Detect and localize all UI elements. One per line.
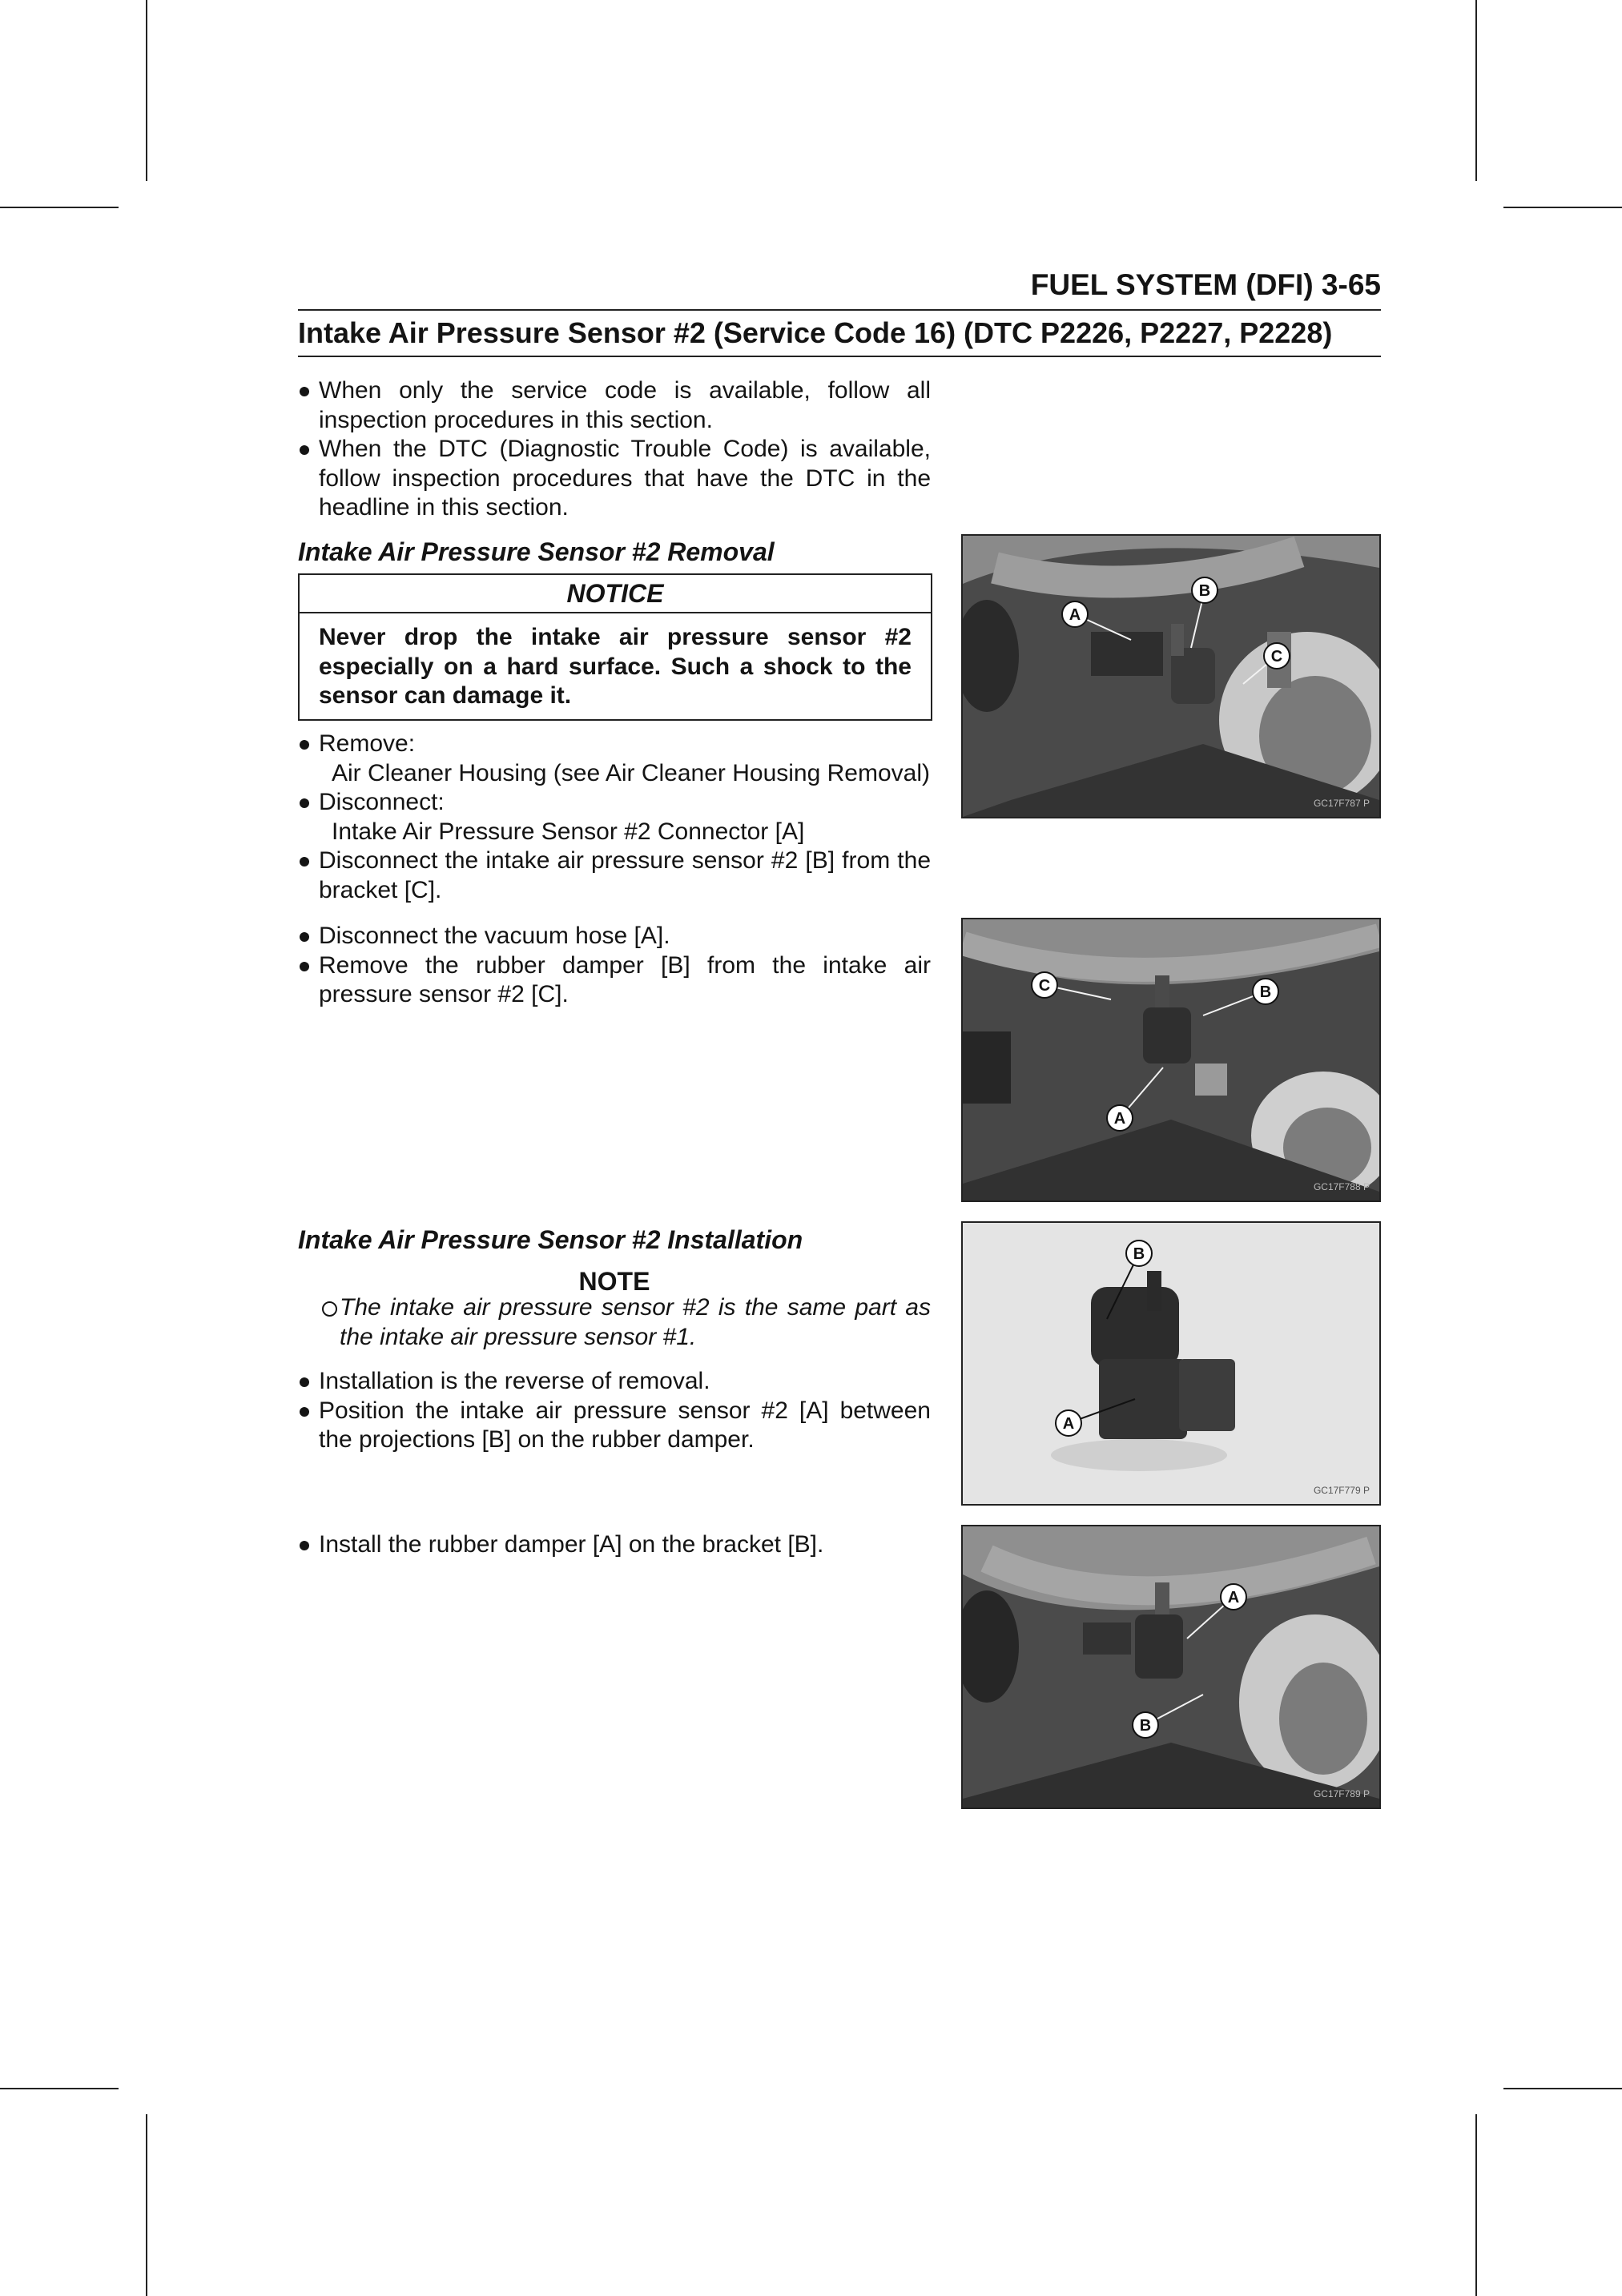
intro-list — [298, 376, 931, 523]
installation-heading: Intake Air Pressure Sensor #2 Installation — [298, 1225, 803, 1254]
removal-steps-2 — [298, 922, 931, 1010]
svg-text:B: B — [1133, 1245, 1145, 1263]
bullet-icon — [300, 1377, 309, 1387]
step-text: Disconnect the intake air pressure sensor #2 [B] from the bracket [C]. — [319, 847, 931, 903]
photo-code: GC17F779 P — [1313, 1485, 1370, 1496]
photo-code: GC17F788 P — [1313, 1181, 1370, 1192]
list-item — [298, 1397, 931, 1455]
bullet-text: When only the service code is available, follow all inspection procedures in this section. — [319, 377, 931, 433]
svg-text:A: A — [1062, 1415, 1075, 1433]
photo-damper-bracket — [961, 1525, 1381, 1809]
svg-text:C: C — [1038, 977, 1051, 995]
section-rule — [298, 356, 1381, 357]
step-text: Position the intake air pressure sensor #2 [A] between the projections [B] on the rubber damper. — [319, 1397, 931, 1453]
section-title: Intake Air Pressure Sensor #2 (Service Code 16) (DTC P2226, P2227, P2228) — [298, 316, 1333, 349]
step-text: Remove the rubber damper [B] from the intake air pressure sensor #2 [C]. — [319, 951, 931, 1007]
step-label: Disconnect: — [319, 789, 445, 815]
step-text: Installation is the reverse of removal. — [319, 1368, 710, 1394]
bullet-icon — [300, 798, 309, 808]
crop-mark — [0, 2088, 119, 2089]
svg-text:A: A — [1113, 1110, 1126, 1128]
photo-code: GC17F787 P — [1313, 798, 1370, 809]
bullet-icon — [300, 932, 309, 942]
list-item — [298, 1367, 931, 1397]
photo-sensor-removal — [961, 534, 1381, 818]
running-header: FUEL SYSTEM (DFI) 3-65 — [1030, 268, 1381, 301]
crop-mark — [146, 2114, 147, 2296]
bullet-icon — [300, 387, 309, 396]
list-item — [298, 951, 931, 1010]
note-title: NOTE — [578, 1267, 650, 1296]
step-text: Install the rubber damper [A] on the bracket [B]. — [319, 1531, 824, 1558]
bullet-icon — [300, 857, 309, 867]
header-rule — [298, 309, 1381, 311]
bullet-text: When the DTC (Diagnostic Trouble Code) is available, follow inspection procedures that have the DTC in the headline in this section. — [319, 436, 931, 521]
notice-text: Never drop the intake air pressure sensor #2 especially on a hard surface. Such a shock to the sensor can damage it. — [319, 624, 912, 709]
photo-vacuum-hose — [961, 918, 1381, 1202]
crop-mark — [1503, 207, 1622, 208]
bullet-icon — [300, 740, 309, 750]
removal-steps — [298, 730, 931, 905]
list-item — [298, 846, 931, 905]
note-body: The intake air pressure sensor #2 is the same part as the intake air pressure sensor #1. — [340, 1294, 931, 1350]
list-item — [298, 788, 931, 818]
removal-heading: Intake Air Pressure Sensor #2 Removal — [298, 537, 775, 566]
svg-text:B: B — [1198, 582, 1211, 600]
bullet-icon — [300, 1541, 309, 1550]
installation-steps — [298, 1367, 931, 1455]
step-detail: Intake Air Pressure Sensor #2 Connector [A] — [332, 818, 805, 845]
list-item — [298, 730, 931, 759]
svg-text:A: A — [1069, 606, 1081, 624]
note-text — [319, 1293, 931, 1352]
bullet-icon — [300, 1407, 309, 1417]
crop-mark — [1475, 0, 1477, 181]
list-item — [298, 435, 931, 523]
svg-text:B: B — [1259, 983, 1272, 1001]
bullet-icon — [300, 962, 309, 971]
installation-steps-2 — [298, 1530, 931, 1560]
crop-mark — [1475, 2114, 1477, 2296]
photo-code: GC17F789 P — [1313, 1788, 1370, 1799]
svg-text:A: A — [1227, 1589, 1240, 1606]
note-circle-icon — [322, 1301, 337, 1317]
step-detail: Air Cleaner Housing (see Air Cleaner Housing Removal) — [332, 759, 930, 786]
notice-box — [298, 573, 932, 721]
crop-mark — [0, 207, 119, 208]
step-text: Disconnect the vacuum hose [A]. — [319, 923, 670, 949]
step-label: Remove: — [319, 730, 416, 757]
svg-text:C: C — [1270, 648, 1283, 665]
list-item — [298, 1530, 931, 1560]
photo-sensor-damper — [961, 1221, 1381, 1506]
notice-title: NOTICE — [300, 575, 931, 613]
crop-mark — [146, 0, 147, 181]
list-item — [298, 922, 931, 951]
crop-mark — [1503, 2088, 1622, 2089]
svg-text:B: B — [1139, 1717, 1152, 1735]
bullet-icon — [300, 445, 309, 455]
list-item — [298, 376, 931, 435]
